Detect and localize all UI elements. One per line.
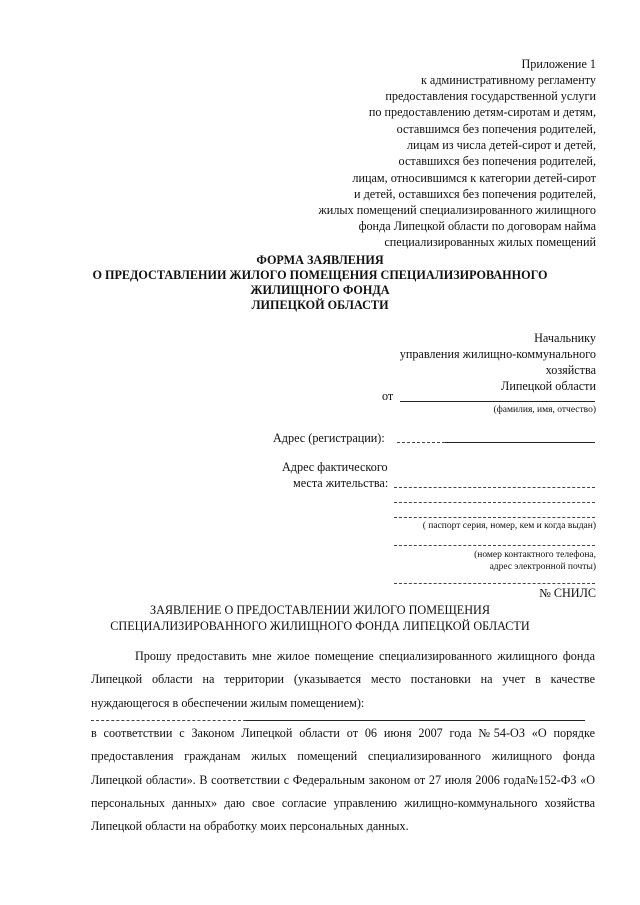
actual-address-field-2[interactable] [394,502,595,503]
registration-label: Адрес (регистрации): [273,431,385,445]
from-name-field[interactable] [400,401,595,402]
appendix-line: специализированных жилых помещений [384,235,596,249]
statement-paragraph: в соответствии с Законом Липецкой области от 06 июня 2007 года №54-ОЗ «О порядке предоставления гражданам жилых помещений специализированного жилищного фонда Липецкой области». В соответствии с Федеральным законом от 27 июля 2006 года№152-ФЗ «О персональных данных» даю свое согласие управлению жилищно-коммунального хозяйства Липецкой области на обработку моих персональных данных. [91,726,595,834]
form-title-line: ЖИЛИЩНОГО ФОНДА [250,283,390,297]
actual-address-label: Адрес фактического [282,460,388,474]
snils-label: № СНИЛС [539,586,596,600]
form-title-line: ФОРМА ЗАЯВЛЕНИЯ [256,253,384,267]
from-label: от [382,389,394,403]
phone-hint: (номер контактного телефона, [474,550,596,560]
territory-field[interactable] [246,720,585,721]
addressee-line: управления жилищно-коммунального [399,347,596,361]
territory-field-dash [91,720,246,721]
actual-address-field[interactable] [394,487,595,488]
appendix-line: к административному регламенту [420,73,596,87]
phone-field[interactable] [394,545,595,546]
addressee-line: хозяйства [545,363,596,377]
appendix-line: по предоставлению детям-сиротам и детям, [368,105,596,119]
from-hint: (фамилия, имя, отчество) [493,405,596,415]
passport-hint: ( паспорт серия, номер, кем и когда выдан) [422,521,596,531]
appendix-line: лицам из числа детей-сирот и детей, [406,138,596,152]
appendix-line: лицам, относившимся к категории детей-сирот [352,171,596,185]
addressee-line: Начальнику [534,331,596,345]
appendix-line: предоставления государственной услуги [385,89,596,103]
registration-field-dash [397,442,445,443]
registration-field[interactable] [445,442,595,443]
form-title-line: О ПРЕДОСТАВЛЕНИИ ЖИЛОГО ПОМЕЩЕНИЯ СПЕЦИАЛИЗИРОВАННОГО [92,268,548,282]
addressee-line: Липецкой области [501,379,596,393]
form-title-line: ЛИПЕЦКОЙ ОБЛАСТИ [251,298,389,312]
snils-field[interactable] [394,583,595,584]
appendix-line: фонда Липецкой области по договорам найма [358,219,596,233]
appendix-line: оставшихся без попечения родителей, [398,154,596,168]
appendix-line: Приложение 1 [521,57,596,71]
phone-hint: адрес электронной почты) [489,562,596,572]
actual-address-label: места жительства: [293,476,389,490]
appendix-line: и детей, оставшихся без попечения родителей, [354,187,596,201]
passport-field[interactable] [394,517,595,518]
appendix-line: жилых помещений специализированного жилищного [318,203,596,217]
statement-heading: СПЕЦИАЛИЗИРОВАННОГО ЖИЛИЩНОГО ФОНДА ЛИПЕЦКОЙ ОБЛАСТИ [110,619,530,633]
statement-paragraph: Прошу предоставить мне жилое помещение специализированного жилищного фонда Липецкой области на территории (указывается место постановки на учет в качестве нуждающегося в обеспечении жилым помещением): [91,649,595,710]
appendix-line: оставшимся без попечения родителей, [396,122,596,136]
statement-heading: ЗАЯВЛЕНИЕ О ПРЕДОСТАВЛЕНИИ ЖИЛОГО ПОМЕЩЕНИЯ [150,603,490,617]
